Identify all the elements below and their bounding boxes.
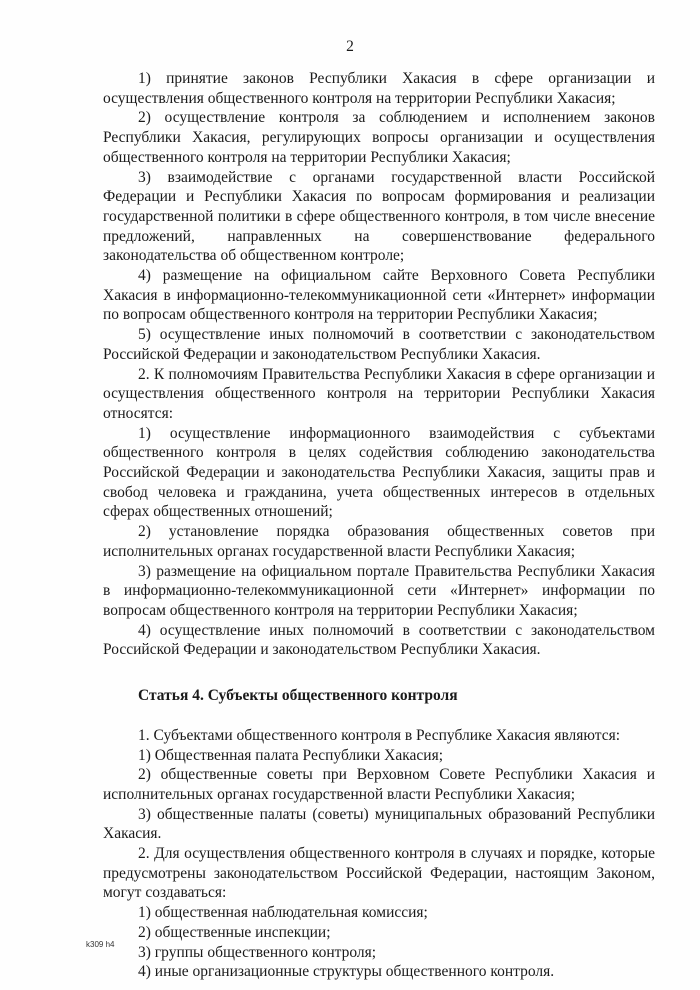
list-item: 4) иные организационные структуры общественного контроля.	[138, 963, 555, 981]
paragraph: 2. К полномочиям Правительства Республики Хакасия в сфере организации и осуществления общественного контроля на территории Республики Хакасия относятся:	[103, 365, 655, 422]
document-body	[103, 69, 655, 982]
list-item: 1) принятие законов Республики Хакасия в сфере организации и осуществления общественного контроля на территории Республики Хакасия;	[103, 70, 655, 107]
list-item: 5) осуществление иных полномочий в соответствии с законодательством Российской Федерации и законодательством Республики Хакасия.	[103, 326, 655, 363]
list-item: 1) общественная наблюдательная комиссия;	[138, 904, 428, 922]
list-item: 2) общественные советы при Верховном Совете Республики Хакасия и исполнительных органах государственной власти Республики Хакасия;	[103, 766, 655, 803]
list-item: 2) общественные инспекции;	[138, 923, 331, 941]
page-number: 2	[346, 38, 354, 55]
list-item: 3) размещение на официальном портале Правительства Республики Хакасия в информационно-телекоммуникационной сети «Интернет» информации по вопросам общественного контроля на территории Республики Хакасия;	[103, 562, 655, 619]
list-item: 3) общественные палаты (советы) муниципальных образований Республики Хакасия.	[103, 805, 655, 843]
list-item: 2) осуществление контроля за соблюдением и исполнением законов Республики Хакасия, регулирующих вопросы организации и осуществления общественного контроля на территории Республики Хакасия;	[103, 109, 655, 166]
list-item: 2) установление порядка образования общественных советов при исполнительных органах государственной власти Республики Хакасия;	[103, 523, 655, 560]
list-item: 1) осуществление информационного взаимодействия с субъектами общественного контроля в целях содействия соблюдению законодательства Российской Федерации и законодательства Республики Хакасия, защиты прав и свобод человека и гражданина, учета общественных интересов в отдельных сферах общественных отношений;	[103, 424, 655, 521]
list-item: 1) Общественная палата Республики Хакасия;	[138, 746, 444, 764]
list-item: 4) осуществление иных полномочий в соответствии с законодательством Российской Федерации и законодательством Республики Хакасия.	[103, 621, 655, 659]
article-heading: Статья 4. Субъекты общественного контроля	[138, 687, 458, 705]
footer-code: k309 h4	[86, 940, 115, 949]
list-item: 4) размещение на официальном сайте Верховного Совета Республики Хакасия в информационно-телекоммуникационной сети «Интернет» информации по вопросам общественного контроля на территории Республики Хакасия;	[103, 267, 655, 324]
paragraph: 2. Для осуществления общественного контроля в случаях и порядке, которые предусмотрены законодательством Российской Федерации, настоящим Законом, могут создаваться:	[103, 845, 655, 902]
paragraph: 1. Субъектами общественного контроля в Республике Хакасия являются:	[138, 726, 621, 744]
list-item: 3) взаимодействие с органами государственной власти Российской Федерации и Республики Хакасия по вопросам формирования и реализации государственной политики в сфере общественного контроля, в том числе внесение предложений, направленных на совершенствование федерального законодательства об общественном контроле;	[103, 168, 655, 265]
list-item: 3) группы общественного контроля;	[138, 943, 377, 961]
